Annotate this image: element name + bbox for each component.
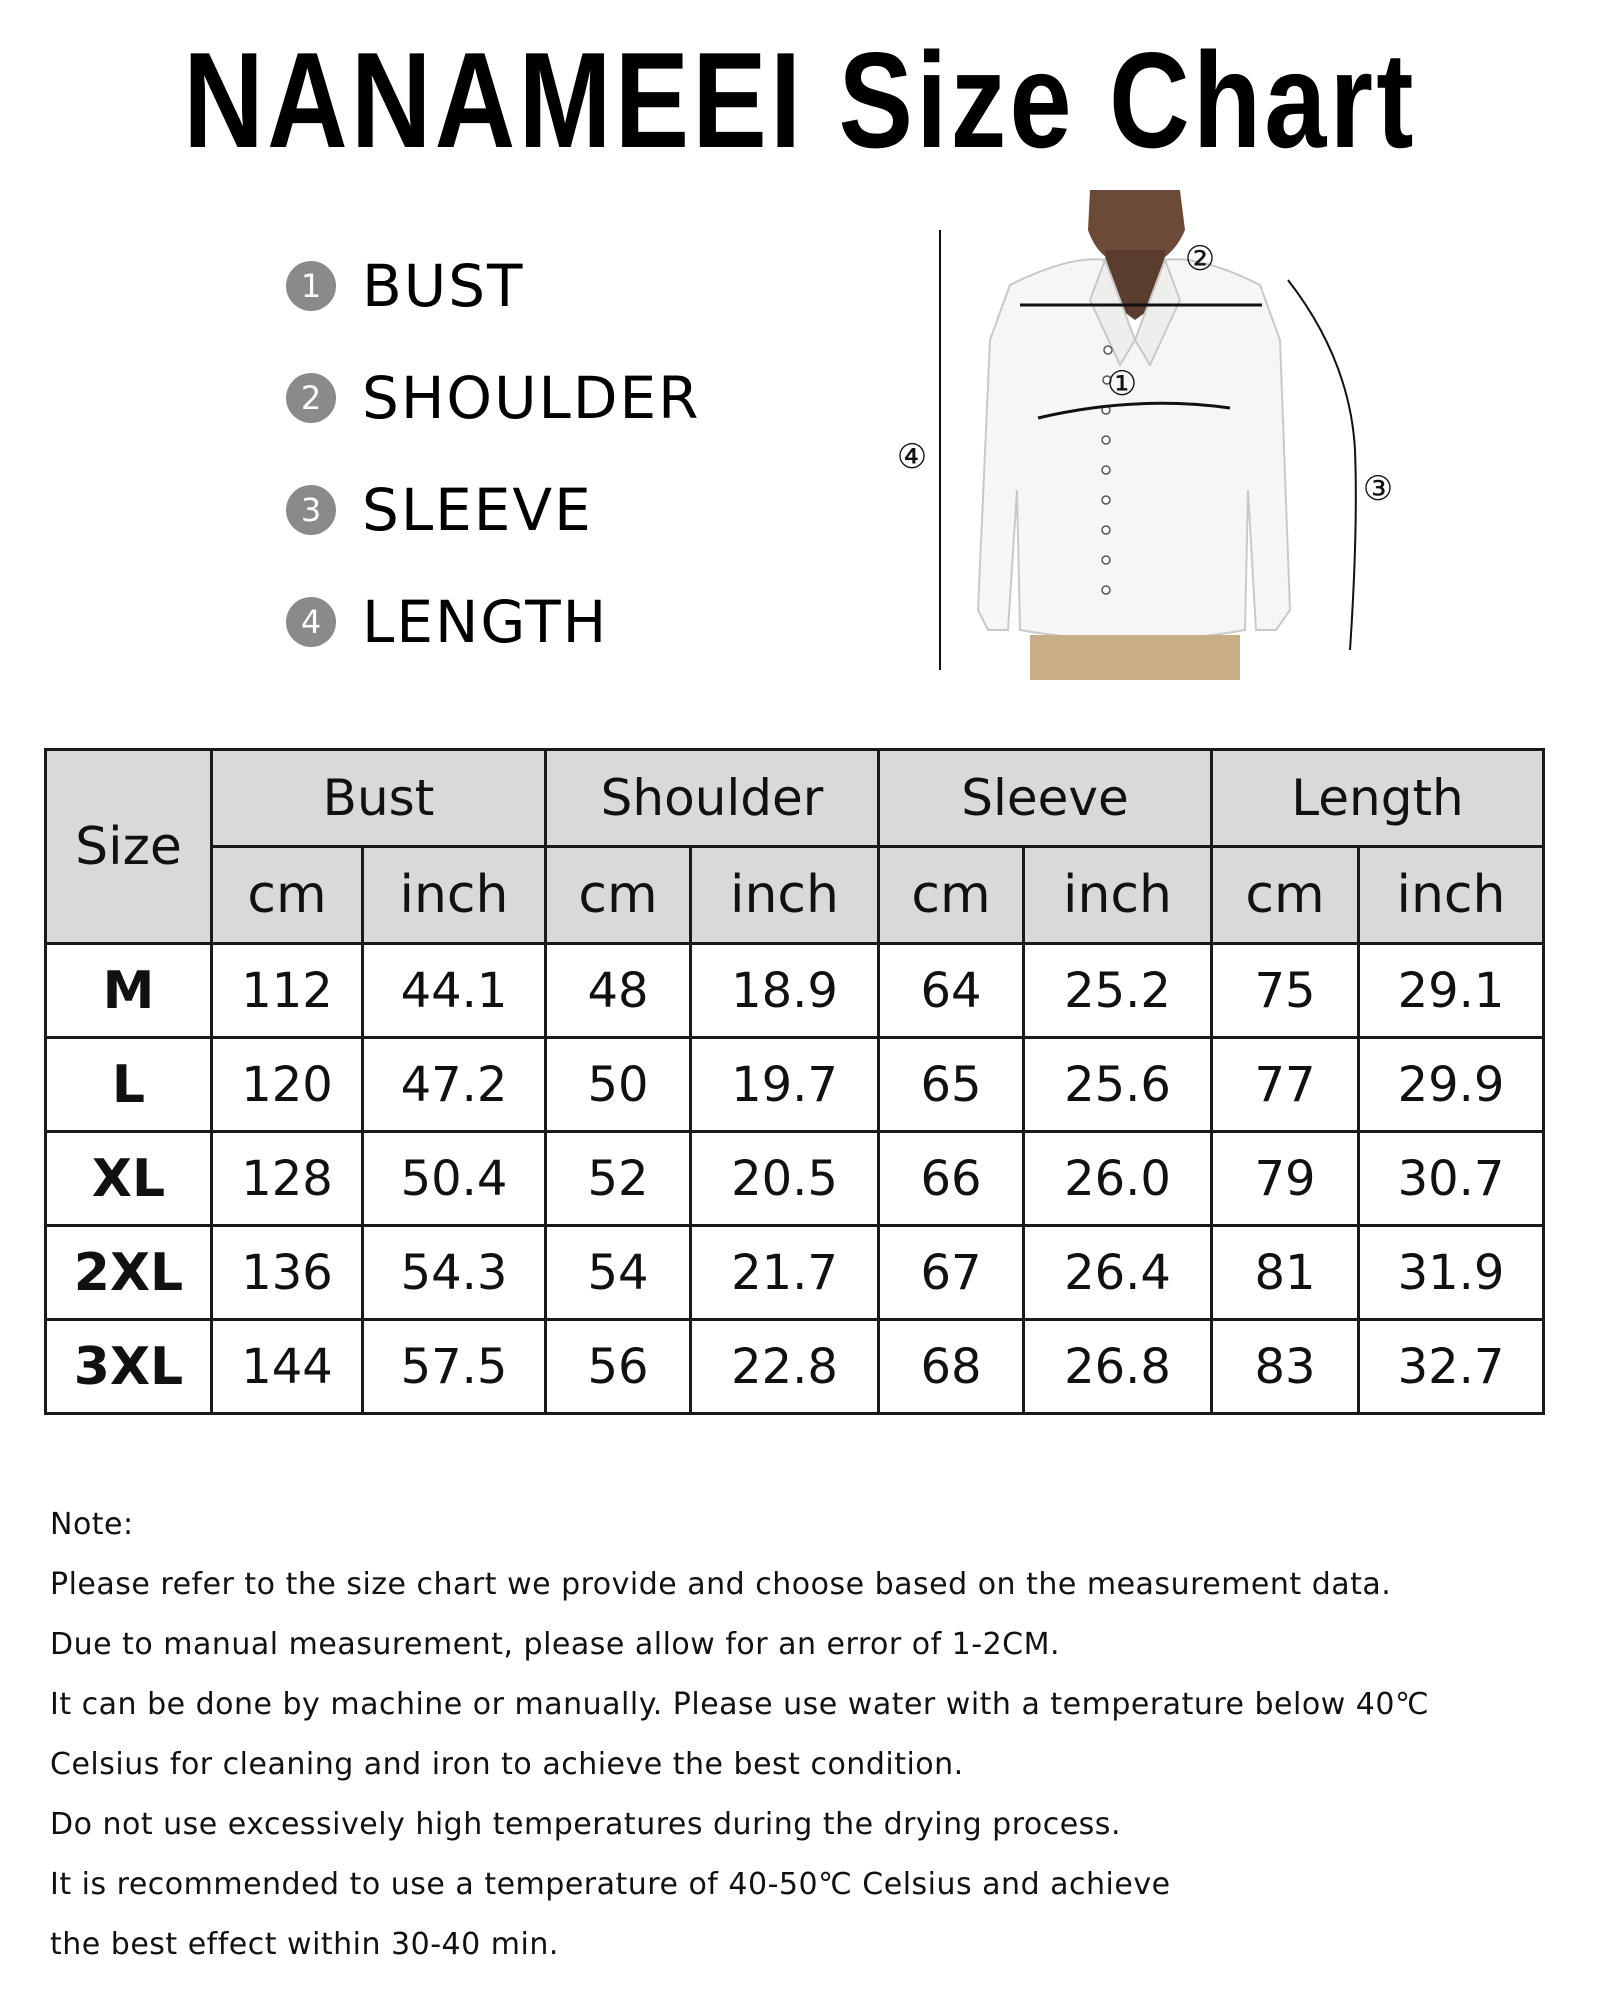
note-line: Celsius for cleaning and iron to achieve the best condition.: [50, 1747, 964, 1782]
table-row: [46, 1320, 1544, 1414]
table-cell: 56: [546, 1320, 691, 1414]
table-cell: 19.7: [691, 1038, 879, 1132]
table-cell: 26.4: [1024, 1226, 1212, 1320]
legend-item-shoulder: [286, 342, 700, 454]
legend-item-length: [286, 566, 700, 678]
unit-header: inch: [1359, 847, 1544, 944]
table-row: [46, 944, 1544, 1038]
note-line: It can be done by machine or manually. Please use water with a temperature below 40℃: [50, 1687, 1430, 1722]
table-cell: 18.9: [691, 944, 879, 1038]
table-cell: 83: [1212, 1320, 1359, 1414]
group-header-bust: Bust: [212, 750, 546, 847]
sleeve-line: [1288, 280, 1356, 650]
table-cell: 47.2: [363, 1038, 546, 1132]
legend-label: SHOULDER: [362, 364, 701, 432]
number-4-icon: 4: [286, 597, 336, 647]
table-cell: 77: [1212, 1038, 1359, 1132]
group-header-length: Length: [1212, 750, 1544, 847]
table-cell: 54.3: [363, 1226, 546, 1320]
table-cell: 67: [879, 1226, 1024, 1320]
table-cell: 81: [1212, 1226, 1359, 1320]
table-cell: 75: [1212, 944, 1359, 1038]
table-row: [46, 1226, 1544, 1320]
table-cell: 32.7: [1359, 1320, 1544, 1414]
group-header-sleeve: Sleeve: [879, 750, 1212, 847]
page-title: NANAMEEI Size Chart: [183, 24, 1417, 176]
care-notes: [50, 1495, 1429, 1975]
table-cell: 64: [879, 944, 1024, 1038]
number-1-icon: 1: [286, 261, 336, 311]
table-cell: 22.8: [691, 1320, 879, 1414]
table-cell: 66: [879, 1132, 1024, 1226]
table-cell: 65: [879, 1038, 1024, 1132]
table-cell: 25.2: [1024, 944, 1212, 1038]
table-cell: 21.7: [691, 1226, 879, 1320]
number-2-icon: 2: [286, 373, 336, 423]
table-cell: 20.5: [691, 1132, 879, 1226]
unit-header: inch: [363, 847, 546, 944]
table-row: [46, 1132, 1544, 1226]
marker-3-icon: ③: [1362, 469, 1394, 509]
note-line: Please refer to the size chart we provide and choose based on the measurement data.: [50, 1567, 1392, 1602]
unit-header: cm: [1212, 847, 1359, 944]
table-cell: 52: [546, 1132, 691, 1226]
note-line: the best effect within 30-40 min.: [50, 1927, 559, 1962]
table-cell: 48: [546, 944, 691, 1038]
table-cell: 25.6: [1024, 1038, 1212, 1132]
size-column-header: Size: [46, 750, 212, 944]
unit-header: cm: [546, 847, 691, 944]
size-cell: 2XL: [46, 1226, 212, 1320]
note-line: Due to manual measurement, please allow for an error of 1-2CM.: [50, 1627, 1061, 1662]
note-line: Note:: [50, 1507, 134, 1542]
shirt-measurement-illustration: [880, 190, 1400, 680]
marker-4-icon: ④: [896, 437, 928, 477]
table-cell: 44.1: [363, 944, 546, 1038]
marker-2-icon: ②: [1184, 239, 1216, 279]
table-cell: 50.4: [363, 1132, 546, 1226]
table-cell: 26.8: [1024, 1320, 1212, 1414]
size-cell: M: [46, 944, 212, 1038]
table-cell: 68: [879, 1320, 1024, 1414]
pants-icon: [1030, 635, 1240, 680]
table-cell: 29.9: [1359, 1038, 1544, 1132]
unit-header: cm: [879, 847, 1024, 944]
legend-label: BUST: [362, 252, 525, 320]
table-cell: 29.1: [1359, 944, 1544, 1038]
size-cell: 3XL: [46, 1320, 212, 1414]
unit-header: inch: [691, 847, 879, 944]
size-table: [44, 748, 1545, 1415]
legend-item-sleeve: [286, 454, 700, 566]
table-cell: 57.5: [363, 1320, 546, 1414]
size-cell: L: [46, 1038, 212, 1132]
table-cell: 26.0: [1024, 1132, 1212, 1226]
note-line: It is recommended to use a temperature of 40-50℃ Celsius and achieve: [50, 1867, 1171, 1902]
table-cell: 79: [1212, 1132, 1359, 1226]
number-3-icon: 3: [286, 485, 336, 535]
marker-1-icon: ①: [1106, 364, 1138, 404]
table-cell: 112: [212, 944, 363, 1038]
table-cell: 30.7: [1359, 1132, 1544, 1226]
measurement-legend: [286, 230, 700, 678]
unit-header: cm: [212, 847, 363, 944]
legend-label: LENGTH: [362, 588, 609, 656]
unit-header: inch: [1024, 847, 1212, 944]
table-cell: 144: [212, 1320, 363, 1414]
group-header-shoulder: Shoulder: [546, 750, 879, 847]
note-line: Do not use excessively high temperatures during the drying process.: [50, 1807, 1121, 1842]
legend-item-bust: [286, 230, 700, 342]
table-cell: 128: [212, 1132, 363, 1226]
legend-label: SLEEVE: [362, 476, 593, 544]
table-cell: 50: [546, 1038, 691, 1132]
table-cell: 120: [212, 1038, 363, 1132]
table-row: [46, 1038, 1544, 1132]
size-cell: XL: [46, 1132, 212, 1226]
table-cell: 31.9: [1359, 1226, 1544, 1320]
table-cell: 54: [546, 1226, 691, 1320]
table-cell: 136: [212, 1226, 363, 1320]
